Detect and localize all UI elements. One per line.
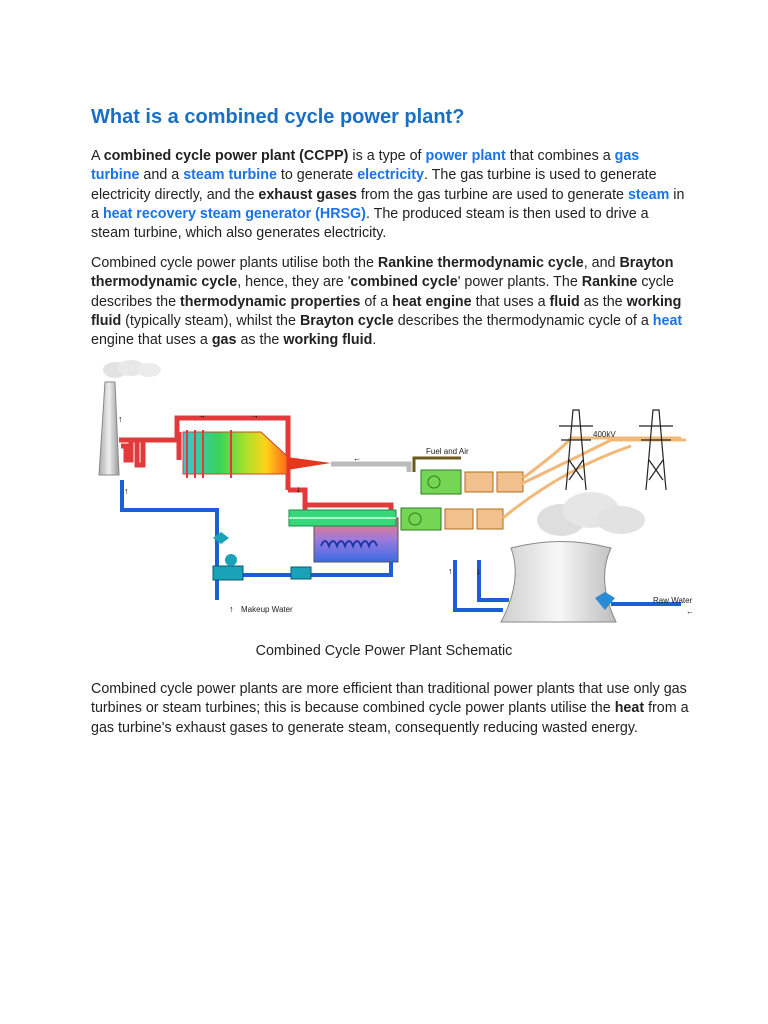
link-steam-turbine[interactable]: steam turbine (183, 167, 277, 184)
combustion-flame (287, 457, 331, 470)
pylon-2 (639, 410, 673, 490)
svg-text:→: → (251, 411, 259, 420)
paragraph-text: from the gas turbine are used to generate (356, 186, 628, 203)
link-power-plant[interactable]: power plant (425, 148, 506, 164)
figure-caption: Combined Cycle Power Plant Schematic (255, 643, 513, 659)
paragraph-text: Combined cycle power plants utilise both the (91, 255, 378, 271)
link-electricity[interactable]: electricity (357, 167, 424, 184)
svg-text:↑: ↑ (118, 414, 123, 424)
bold-term: heat (614, 700, 645, 717)
svg-text:←: ← (353, 454, 361, 463)
paragraph-text: is a type of (348, 148, 426, 164)
paragraph-text: . The gas turbine is used to generate electricity directly, and the (91, 167, 657, 203)
bold-term: gas (211, 332, 237, 349)
paragraph-text: , and (583, 255, 620, 271)
bold-term: working fluid (283, 332, 373, 349)
paragraph-text: as the (236, 332, 284, 349)
cooling-tower (501, 542, 616, 623)
page-title: What is a combined cycle power plant? (91, 106, 465, 128)
svg-text:↑: ↑ (124, 486, 129, 496)
bold-term: Brayton thermodynamic cycle (91, 255, 674, 291)
paragraph-text: . (372, 332, 377, 349)
paragraph-text: engine that uses a (91, 332, 212, 349)
paragraph-text: ' power plants. The (457, 274, 582, 291)
bold-term: Brayton cycle (299, 312, 394, 329)
bold-term: exhaust gases (258, 186, 357, 203)
stack-smoke (103, 360, 161, 378)
link-hrsg[interactable]: heat recovery steam generator (HRSG) (102, 205, 366, 222)
paragraph-text: as the (579, 293, 627, 310)
cooling-tower-steam (537, 492, 645, 536)
paragraph-text: , hence, they are ' (237, 274, 351, 291)
bold-term: thermodynamic properties (180, 293, 361, 310)
bold-term: working fluid (91, 293, 682, 329)
intro-paragraph (91, 147, 691, 243)
paragraph-text: to generate (276, 167, 358, 184)
paragraph-text: (typically steam), whilst the (121, 312, 300, 329)
bold-term: Rankine (581, 274, 638, 291)
svg-text:↓: ↓ (476, 566, 481, 576)
svg-text:→: → (198, 411, 206, 420)
svg-text:↑: ↑ (229, 604, 234, 614)
fuel-line (331, 464, 409, 472)
paragraph-text: . The produced steam is then used to drive a steam turbine, which also generates electricity. (91, 205, 649, 242)
svg-text:←: ← (686, 607, 694, 616)
paragraph-text: that combines a (505, 148, 615, 164)
bold-term: fluid (549, 293, 580, 310)
paragraph-text: A (91, 148, 104, 164)
svg-text:↑: ↑ (448, 566, 453, 576)
svg-text:↓: ↓ (296, 484, 301, 494)
makeup-water-label: Makeup Water (241, 605, 293, 614)
paragraph-text: and a (139, 167, 184, 184)
link-gas-turbine[interactable]: gas turbine (91, 148, 640, 184)
paragraph-text: that uses a (471, 293, 550, 310)
raw-water-label: Raw Water (653, 596, 693, 605)
paragraph-text: of a (360, 293, 393, 310)
paragraph-text: from a gas turbine's exhaust gases to generate steam, consequently reducing wasted energy. (91, 700, 689, 736)
exhaust-stack (99, 382, 119, 475)
cycles-paragraph (91, 254, 691, 350)
link-heat[interactable]: heat (652, 312, 683, 329)
gas-turbine (183, 432, 287, 474)
efficiency-paragraph (91, 680, 691, 738)
bold-term: heat engine (392, 293, 472, 310)
paragraph-text: cycle describes the (91, 274, 674, 310)
paragraph-text: in a (91, 186, 685, 222)
paragraph-text: Combined cycle power plants are more efficient than traditional power plants that use only gas turbines or steam turbines; this is because combined cycle power plants utilise the (91, 681, 687, 717)
bold-term: combined cycle power plant (CCPP) (103, 148, 349, 164)
gas-generator (421, 470, 523, 494)
ccpp-schematic-figure (91, 360, 721, 625)
steam-generator (401, 508, 503, 530)
fuel-air-label: Fuel and Air (426, 447, 469, 456)
ccpp-schematic-diagram (91, 360, 721, 625)
voltage-label: 400kV (593, 430, 616, 439)
link-steam[interactable]: steam (627, 186, 670, 203)
bold-term: combined cycle (350, 274, 458, 291)
paragraph-text: describes the thermodynamic cycle of a (393, 312, 653, 329)
bold-term: Rankine thermodynamic cycle (377, 255, 584, 271)
